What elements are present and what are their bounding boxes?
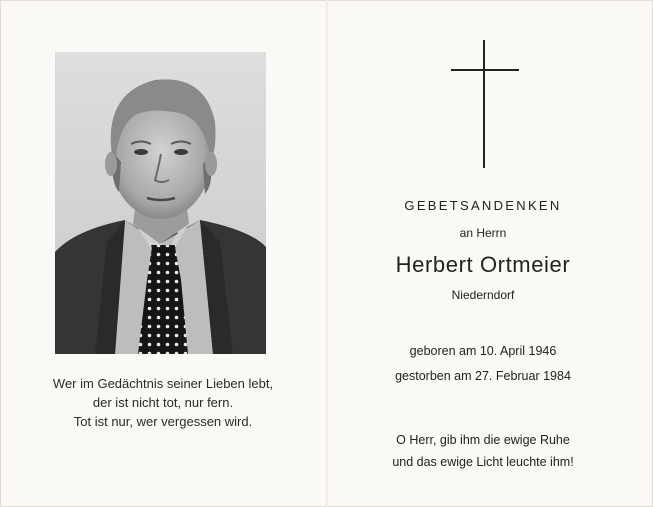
salutation: an Herrn xyxy=(459,226,507,240)
deceased-name: Herbert Ortmeier xyxy=(395,252,571,277)
card-heading: GEBETSANDENKEN xyxy=(404,198,562,213)
birth-date: geboren am 10. April 1946 xyxy=(409,344,557,358)
hometown: Niederndorf xyxy=(451,288,515,302)
portrait-illustration xyxy=(55,52,266,354)
death-date: gestorben am 27. Februar 1984 xyxy=(395,369,571,383)
prayer-line-2: und das ewige Licht leuchte ihm! xyxy=(392,455,574,469)
verse-line-1: Wer im Gedächtnis seiner Lieben lebt, xyxy=(52,376,274,391)
portrait-photo xyxy=(55,52,266,354)
verse-line-3: Tot ist nur, wer vergessen wird. xyxy=(73,414,253,429)
latin-cross-icon xyxy=(450,40,520,168)
card-fold xyxy=(326,0,328,507)
prayer-line-1: O Herr, gib ihm die ewige Ruhe xyxy=(396,433,570,447)
memorial-verse xyxy=(0,374,326,431)
verse-line-2: der ist nicht tot, nur fern. xyxy=(92,395,234,410)
